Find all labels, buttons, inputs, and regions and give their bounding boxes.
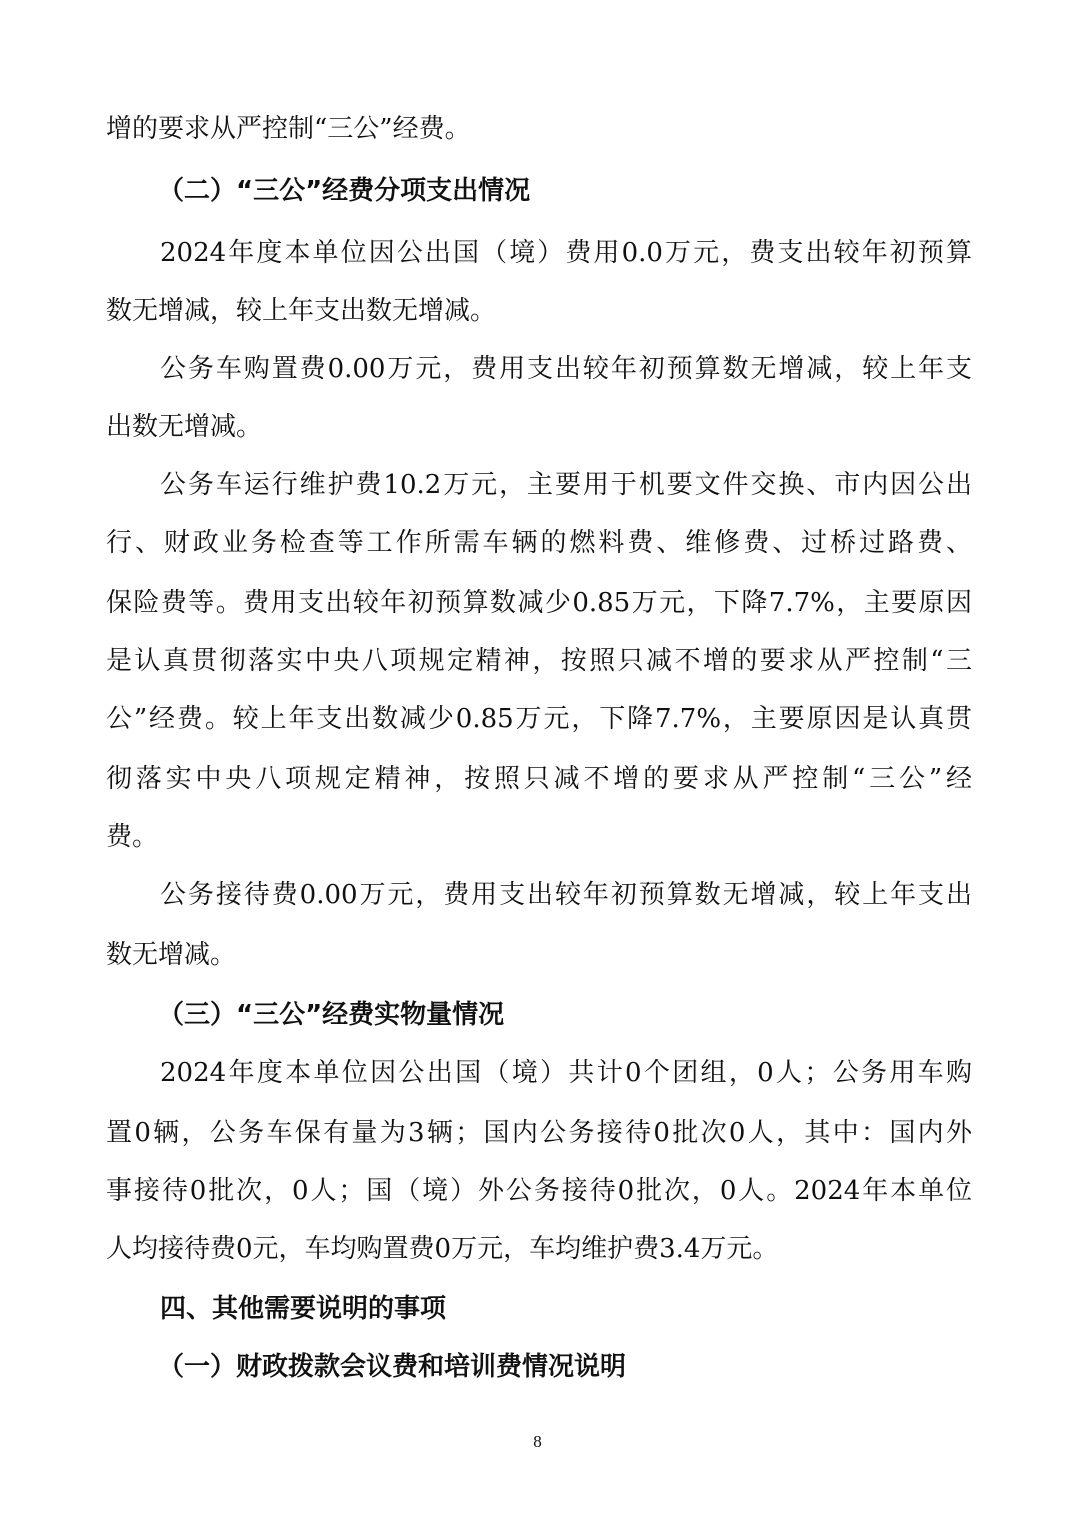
paragraph-line: 2024年度本单位因公出国（境）费用0.0万元，费支出较年初预算 [160,238,972,268]
paragraph-line: 数无增减，较上年支出数无增减。 [106,296,497,326]
section-heading-4: 四、其他需要说明的事项 [160,1294,447,1324]
paragraph-line: 增的要求从严控制“三公”经费。 [106,114,471,144]
paragraph-line: 置0辆，公务车保有量为3辆；国内公务接待0批次0人，其中：国内外 [106,1118,972,1148]
paragraph-line: 2024年度本单位因公出国（境）共计0个团组，0人；公务用车购 [160,1058,972,1088]
paragraph-line: 事接待0批次，0人；国（境）外公务接待0批次，0人。2024年本单位 [106,1176,972,1206]
paragraph-line: 出数无增减。 [106,412,263,442]
paragraph-line: 保险费等。费用支出较年初预算数减少0.85万元，下降7.7%，主要原因 [106,588,972,618]
paragraph-line: 公务车运行维护费10.2万元，主要用于机要文件交换、市内因公出 [160,470,972,500]
section-heading-3: （三）“三公”经费实物量情况 [158,1000,505,1030]
paragraph-line: 公”经费。较上年支出数减少0.85万元，下降7.7%，主要原因是认真贯 [106,704,972,734]
paragraph-line: 公务车购置费0.00万元，费用支出较年初预算数无增减，较上年支 [160,354,972,384]
paragraph-line: 人均接待费0元，车均购置费0万元，车均维护费3.4万元。 [106,1234,779,1264]
paragraph-line: 费。 [106,822,159,852]
page-number: 8 [533,1432,542,1451]
paragraph-line: 数无增减。 [106,940,237,970]
section-heading-2: （二）“三公”经费分项支出情况 [158,176,531,206]
subsection-heading-1: （一）财政拨款会议费和培训费情况说明 [158,1352,627,1382]
paragraph-line: 彻落实中央八项规定精神，按照只减不增的要求从严控制“三公”经 [106,764,972,794]
paragraph-line: 行、财政业务检查等工作所需车辆的燃料费、维修费、过桥过路费、 [106,528,972,558]
paragraph-line: 公务接待费0.00万元，费用支出较年初预算数无增减，较上年支出 [160,880,972,910]
paragraph-line: 是认真贯彻落实中央八项规定精神，按照只减不增的要求从严控制“三 [106,646,972,676]
